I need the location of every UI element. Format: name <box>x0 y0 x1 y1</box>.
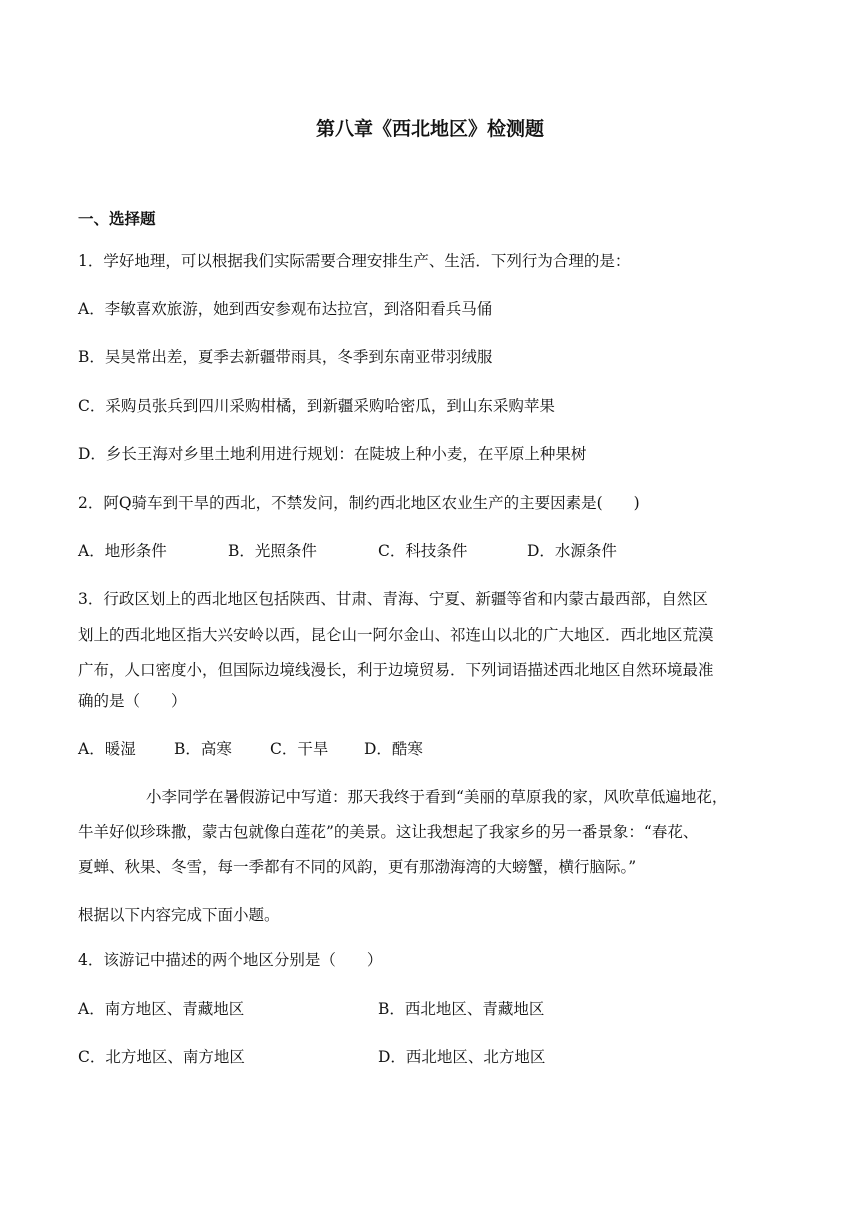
page-title: 第八章《西北地区》检测题 <box>315 118 544 140</box>
question-4-stem: 4．该游记中描述的两个地区分别是（ ） <box>78 951 383 969</box>
question-4-option-a: A．南方地区、青藏地区 <box>78 1000 245 1018</box>
question-1-option-c: C．采购员张兵到四川采购柑橘，到新疆采购哈密瓜，到山东采购苹果 <box>78 397 555 415</box>
question-2-stem: 2．阿Q骑车到干旱的西北，不禁发问，制约西北地区农业生产的主要因素是( ) <box>78 494 640 512</box>
question-3-stem-line-2: 划上的西北地区指大兴安岭以西，昆仑山一阿尔金山、祁连山以北的广大地区．西北地区荒漠 <box>78 626 714 644</box>
passage-line-3: 夏蝉、秋果、冬雪，每一季都有不同的风韵，更有那渤海湾的大螃蟹，横行脑际。” <box>78 858 637 876</box>
passage-line-1: 小李同学在暑假游记中写道：那天我终于看到“美丽的草原我的家，风吹草低遍地花， <box>146 788 728 806</box>
question-4-option-c: C．北方地区、南方地区 <box>78 1048 245 1066</box>
question-1-option-b: B．吴昊常出差，夏季去新疆带雨具，冬季到东南亚带羽绒服 <box>78 348 493 366</box>
question-1-stem: 1．学好地理，可以根据我们实际需要合理安排生产、生活．下列行为合理的是： <box>78 252 631 270</box>
question-3-option-a: A．暖湿 <box>78 740 136 758</box>
question-4-option-d: D．西北地区、北方地区 <box>378 1048 546 1066</box>
question-3-stem-line-3: 广布，人口密度小，但国际边境线漫长，利于边境贸易．下列词语描述西北地区自然环境最准 <box>78 661 714 679</box>
question-3-option-d: D．酷寒 <box>364 740 423 758</box>
question-3-stem-line-1: 3．行政区划上的西北地区包括陕西、甘肃、青海、宁夏、新疆等省和内蒙古最西部，自然区 <box>78 590 708 608</box>
question-2-option-a: A．地形条件 <box>78 542 167 560</box>
instruction-text: 根据以下内容完成下面小题。 <box>78 906 280 924</box>
question-1-option-a: A．李敏喜欢旅游，她到西安参观布达拉宫，到洛阳看兵马俑 <box>78 300 493 318</box>
passage-line-2: 牛羊好似珍珠撒，蒙古包就像白莲花”的美景。这让我想起了我家乡的另一番景象：“春花、 <box>78 823 699 841</box>
question-1-option-d: D．乡长王海对乡里土地利用进行规划：在陡坡上种小麦，在平原上种果树 <box>78 445 587 463</box>
question-2-option-b: B．光照条件 <box>228 542 317 560</box>
question-2-option-d: D．水源条件 <box>527 542 617 560</box>
question-3-option-b: B．高寒 <box>174 740 232 758</box>
question-3-stem-line-4: 确的是（ ） <box>78 692 187 710</box>
question-3-option-c: C．干旱 <box>270 740 329 758</box>
question-2-option-c: C．科技条件 <box>378 542 468 560</box>
section-heading: 一、选择题 <box>78 210 156 228</box>
question-4-option-b: B．西北地区、青藏地区 <box>378 1000 545 1018</box>
